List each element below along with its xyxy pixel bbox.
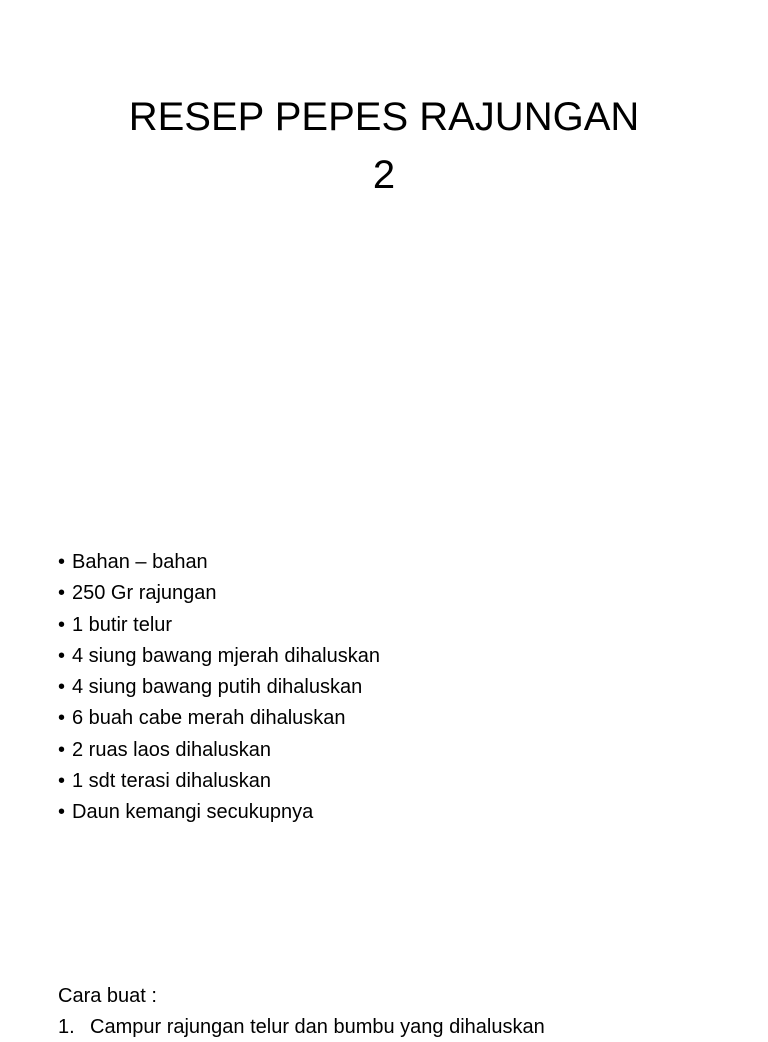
step-text: Campur rajungan telur dan bumbu yang dihaluskan [90, 1016, 545, 1038]
bullet-icon: • [58, 707, 66, 730]
ingredient-text: 2 ruas laos dihaluskan [72, 738, 272, 761]
ingredient-text: 4 siung bawang mjerah dihaluskan [72, 644, 380, 667]
ingredient-text: Bahan – bahan [72, 551, 208, 573]
ingredient-text: Daun kemangi secukupnya [72, 801, 314, 824]
ingredient-list [58, 547, 380, 829]
list-item [58, 672, 380, 703]
step-item [58, 1012, 545, 1042]
list-item [58, 641, 380, 672]
ingredient-text: 1 sdt terasi dihaluskan [72, 770, 272, 793]
bullet-icon: • [58, 613, 66, 636]
bullet-icon: • [58, 770, 66, 793]
bullet-icon: • [58, 676, 66, 699]
ingredient-text: 1 butir telur [72, 613, 173, 636]
list-item [58, 578, 380, 609]
list-item [58, 610, 380, 641]
step-number: 1. [58, 1016, 75, 1038]
bullet-icon: • [58, 582, 66, 605]
title-line-1: RESEP PEPES RAJUNGAN [128, 95, 640, 139]
list-item [58, 766, 380, 797]
title-line-2: 2 [372, 153, 396, 197]
ingredient-text: 4 siung bawang putih dihaluskan [72, 676, 363, 699]
bullet-icon: • [58, 738, 66, 761]
bullet-icon: • [58, 644, 66, 667]
steps-heading: Cara buat : [58, 985, 157, 1007]
list-item [58, 797, 380, 828]
ingredient-text: 250 Gr rajungan [72, 582, 217, 605]
page-title [0, 88, 768, 204]
list-item [58, 735, 380, 766]
list-item [58, 547, 380, 578]
bullet-icon: • [58, 551, 66, 573]
bullet-icon: • [58, 801, 66, 824]
list-item [58, 703, 380, 734]
ingredient-text: 6 buah cabe merah dihaluskan [72, 707, 346, 730]
